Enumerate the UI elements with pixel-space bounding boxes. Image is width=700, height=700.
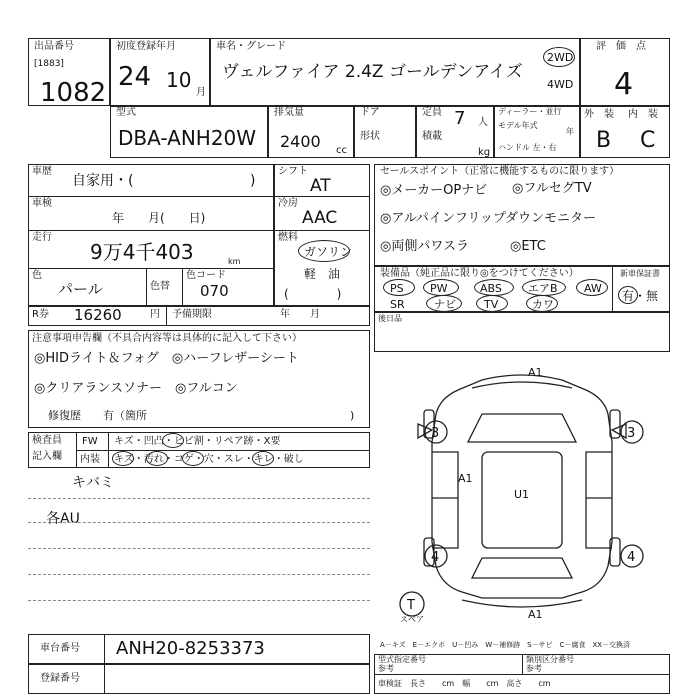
color-div-2 bbox=[182, 268, 183, 306]
right-doors bbox=[586, 452, 612, 548]
int-scratch-circle bbox=[112, 451, 134, 466]
equip-sr: SR bbox=[390, 298, 405, 311]
lot-label: 出品番号 bbox=[34, 41, 74, 52]
right-mirror bbox=[612, 424, 626, 438]
damage-roof: U1 bbox=[514, 488, 530, 501]
history-value: 自家用・( bbox=[72, 173, 134, 189]
dims-text: 車検証 長さ cm 幅 cm 高さ cm bbox=[378, 679, 551, 688]
history-div-2 bbox=[28, 230, 274, 231]
rcoupon-div bbox=[166, 306, 167, 326]
mid-div-1 bbox=[274, 196, 370, 197]
history-close: ) bbox=[250, 173, 256, 189]
notes-line-1: ◎HIDライト＆フォグ ◎ハーフレザーシート bbox=[34, 351, 299, 366]
left-doors bbox=[432, 452, 458, 548]
inspector-label: 検査員 bbox=[32, 435, 62, 446]
hand-note-1: キバミ bbox=[72, 475, 114, 491]
type-spec-label: 型式指定番号 bbox=[378, 655, 426, 664]
mileage-unit: km bbox=[228, 257, 241, 266]
fw-label: FW bbox=[82, 436, 98, 447]
equip-pw-circle bbox=[423, 279, 459, 296]
equipment-label: 装備品（純正品に限り◎をつけてください） bbox=[380, 268, 579, 279]
ac-label: 冷房 bbox=[278, 198, 298, 209]
cap-value: 7 bbox=[454, 108, 466, 129]
reg-month-unit: 月 bbox=[196, 87, 206, 98]
int-dirt-circle bbox=[146, 451, 168, 466]
cap-unit: 人 bbox=[478, 117, 488, 128]
equip-tv-circle bbox=[476, 295, 508, 312]
body-outline bbox=[432, 375, 612, 598]
fw-dent-circle bbox=[162, 433, 184, 448]
validity-label: 予備期限 bbox=[172, 309, 212, 320]
reg-div bbox=[104, 664, 105, 694]
aftermarket-box bbox=[374, 312, 670, 352]
type-spec-ref: 参考 bbox=[378, 664, 394, 673]
drive-2wd-circle bbox=[543, 47, 575, 67]
spare-label: スペア bbox=[400, 615, 424, 624]
rcoupon-label: R券 bbox=[32, 309, 49, 320]
equip-airbag: エアB bbox=[528, 282, 558, 295]
ruled-line-2 bbox=[28, 522, 370, 523]
repair-label: 修復歴 有（箇所 bbox=[48, 409, 147, 422]
selling-item-5: ◎ETC bbox=[510, 239, 546, 254]
car-diagram bbox=[374, 352, 670, 620]
repair-close: ) bbox=[350, 409, 355, 422]
int-insp-items: キズ・汚れ・コゲ・穴・スレ・キレ・破し bbox=[114, 454, 304, 465]
hood-line bbox=[468, 414, 576, 442]
first-reg-label: 初度登録年月 bbox=[116, 41, 176, 52]
chassis-div bbox=[104, 634, 105, 664]
fuel-paren: ( ) bbox=[284, 287, 342, 301]
mileage-label: 走行 bbox=[32, 232, 52, 243]
reg-year: 24 bbox=[118, 62, 152, 92]
rear-window bbox=[472, 558, 572, 578]
color-change-label: 色替 bbox=[150, 281, 170, 292]
history-label: 車歴 bbox=[32, 166, 52, 177]
rcoupon-value: 16260 bbox=[74, 306, 122, 324]
chassis-label: 車台番号 bbox=[40, 643, 80, 654]
car-name: ヴェルファイア 2.4Z ゴールデンアイズ bbox=[222, 62, 523, 82]
equip-tv: TV bbox=[484, 298, 499, 311]
int-burn-circle bbox=[182, 451, 204, 466]
selling-item-4: ◎両側パワスラ bbox=[380, 239, 469, 254]
ruled-line-3 bbox=[28, 548, 370, 549]
damage-left: A1 bbox=[458, 472, 473, 485]
disp-unit: cc bbox=[336, 145, 347, 156]
int-label: 内 装 bbox=[628, 109, 658, 120]
load-unit: kg bbox=[478, 147, 491, 158]
spec-div bbox=[522, 654, 523, 674]
shape-label: 形状 bbox=[360, 131, 380, 142]
handle-label: ハンドル 左・右 bbox=[498, 143, 557, 152]
ext-label: 外 装 bbox=[584, 109, 614, 120]
shift-value: AT bbox=[310, 176, 331, 196]
equip-kawa-circle bbox=[526, 295, 558, 312]
cap-label: 定員 bbox=[422, 107, 442, 118]
mileage-value: 9万4千403 bbox=[90, 240, 194, 264]
warranty-label: 新車保証書 bbox=[620, 269, 660, 278]
lot-sub: [1883] bbox=[34, 59, 64, 69]
selling-label: セールスポイント（正常に機能するものに限ります） bbox=[380, 166, 620, 177]
model-value: DBA-ANH20W bbox=[118, 126, 257, 150]
lower-outline bbox=[462, 600, 582, 607]
fuel-label: 燃料 bbox=[278, 232, 298, 243]
hand-note-2: 各AU bbox=[46, 511, 80, 527]
reg-label: 登録番号 bbox=[40, 673, 80, 684]
tire-fr-value: 3 bbox=[627, 426, 636, 441]
warranty-value: 有・無 bbox=[622, 289, 659, 303]
notes-label: 注意事項申告欄（不具合内容等は具体的に記入して下さい） bbox=[32, 333, 302, 344]
spare-mark: T bbox=[407, 598, 415, 613]
shift-label: シフト bbox=[278, 166, 308, 177]
int-wear-circle bbox=[252, 451, 274, 466]
equip-div bbox=[612, 266, 613, 312]
equip-ps: PS bbox=[390, 282, 404, 295]
rcoupon-yen: 円 bbox=[150, 309, 160, 320]
drive-4wd: 4WD bbox=[547, 78, 574, 91]
class-spec-ref: 参考 bbox=[526, 664, 542, 673]
load-label: 積載 bbox=[422, 131, 442, 142]
reg-month: 10 bbox=[166, 68, 192, 92]
ext-value: B bbox=[596, 128, 612, 153]
selling-item-2: ◎フルセグTV bbox=[512, 181, 592, 196]
warranty-circle bbox=[618, 286, 638, 304]
lot-number: 1082 bbox=[40, 78, 107, 108]
validity-text: 年 月 bbox=[280, 309, 320, 320]
ac-value: AAC bbox=[302, 208, 338, 228]
dealer-label: ディーラー・並行 bbox=[498, 107, 562, 116]
score-value: 4 bbox=[614, 67, 634, 102]
shaken-label: 車検 bbox=[32, 198, 52, 209]
tire-rl-value: 4 bbox=[431, 550, 440, 565]
color-div bbox=[146, 268, 147, 306]
equip-ps-circle bbox=[383, 279, 415, 296]
equip-kawa: カワ bbox=[532, 298, 554, 311]
equip-navi: ナビ bbox=[434, 298, 456, 311]
door-label: ドア bbox=[360, 107, 380, 118]
int-insp-label: 内装 bbox=[80, 454, 100, 465]
color-label: 色 bbox=[32, 270, 42, 281]
equip-aw: AW bbox=[584, 282, 602, 295]
record-label: 記入欄 bbox=[32, 451, 62, 462]
tire-rr-value: 4 bbox=[627, 550, 636, 565]
chassis-value: ANH20-8253373 bbox=[116, 638, 265, 659]
equip-pw: PW bbox=[430, 282, 448, 295]
front-bumper bbox=[472, 382, 572, 388]
spec-hdiv bbox=[374, 674, 670, 675]
damage-rear: A1 bbox=[528, 608, 543, 620]
ruled-line-5 bbox=[28, 600, 370, 601]
color-value: パール bbox=[58, 280, 103, 298]
fuel-circle bbox=[298, 240, 353, 262]
fuel-alt: 軽 油 bbox=[304, 267, 341, 281]
model-label: 型式 bbox=[116, 107, 136, 118]
equip-aw-circle bbox=[576, 279, 608, 296]
color-code-label: 色コード bbox=[186, 270, 226, 281]
fw-items: キズ・凹凸・ヒビ割・リペア跡・X要 bbox=[114, 436, 281, 447]
damage-legend: A－キズ E－エクボ U－凹み W－補修跡 S－サビ C－腐食 XX－交換済 bbox=[380, 641, 631, 649]
selling-item-3: ◎アルパインフリップダウンモニター bbox=[380, 211, 596, 226]
fuel-value: ガソリン bbox=[304, 245, 353, 259]
equip-navi-circle bbox=[426, 295, 462, 312]
class-spec-label: 類別区分番号 bbox=[526, 655, 574, 664]
selling-item-1: ◎メーカーOPナビ bbox=[380, 183, 488, 198]
ruled-line-1 bbox=[28, 498, 370, 499]
score-label: 評 価 点 bbox=[596, 41, 646, 52]
ruled-line-4 bbox=[28, 574, 370, 575]
disp-value: 2400 bbox=[280, 132, 321, 151]
drive-2wd: 2WD bbox=[547, 51, 574, 64]
notes-line-2: ◎クリアランスソナー ◎フルコン bbox=[34, 381, 238, 396]
equip-abs-circle bbox=[474, 279, 514, 296]
equip-abs: ABS bbox=[480, 282, 502, 295]
name-label: 車名・グレード bbox=[216, 41, 286, 52]
disp-label: 排気量 bbox=[274, 107, 304, 118]
shaken-text: 年 月( 日) bbox=[112, 211, 206, 225]
model-year-label: モデル年式 bbox=[498, 121, 538, 130]
color-code-value: 070 bbox=[200, 282, 229, 300]
tire-fl-value: 3 bbox=[431, 426, 440, 441]
history-div-3 bbox=[28, 268, 274, 269]
aftermarket-label: 後日品 bbox=[378, 314, 402, 323]
history-div-1 bbox=[28, 196, 274, 197]
equip-airbag-circle bbox=[522, 279, 566, 296]
damage-front: A1 bbox=[528, 366, 543, 379]
mid-div-2 bbox=[274, 230, 370, 231]
int-value: C bbox=[640, 128, 656, 153]
year-unit: 年 bbox=[566, 127, 574, 136]
